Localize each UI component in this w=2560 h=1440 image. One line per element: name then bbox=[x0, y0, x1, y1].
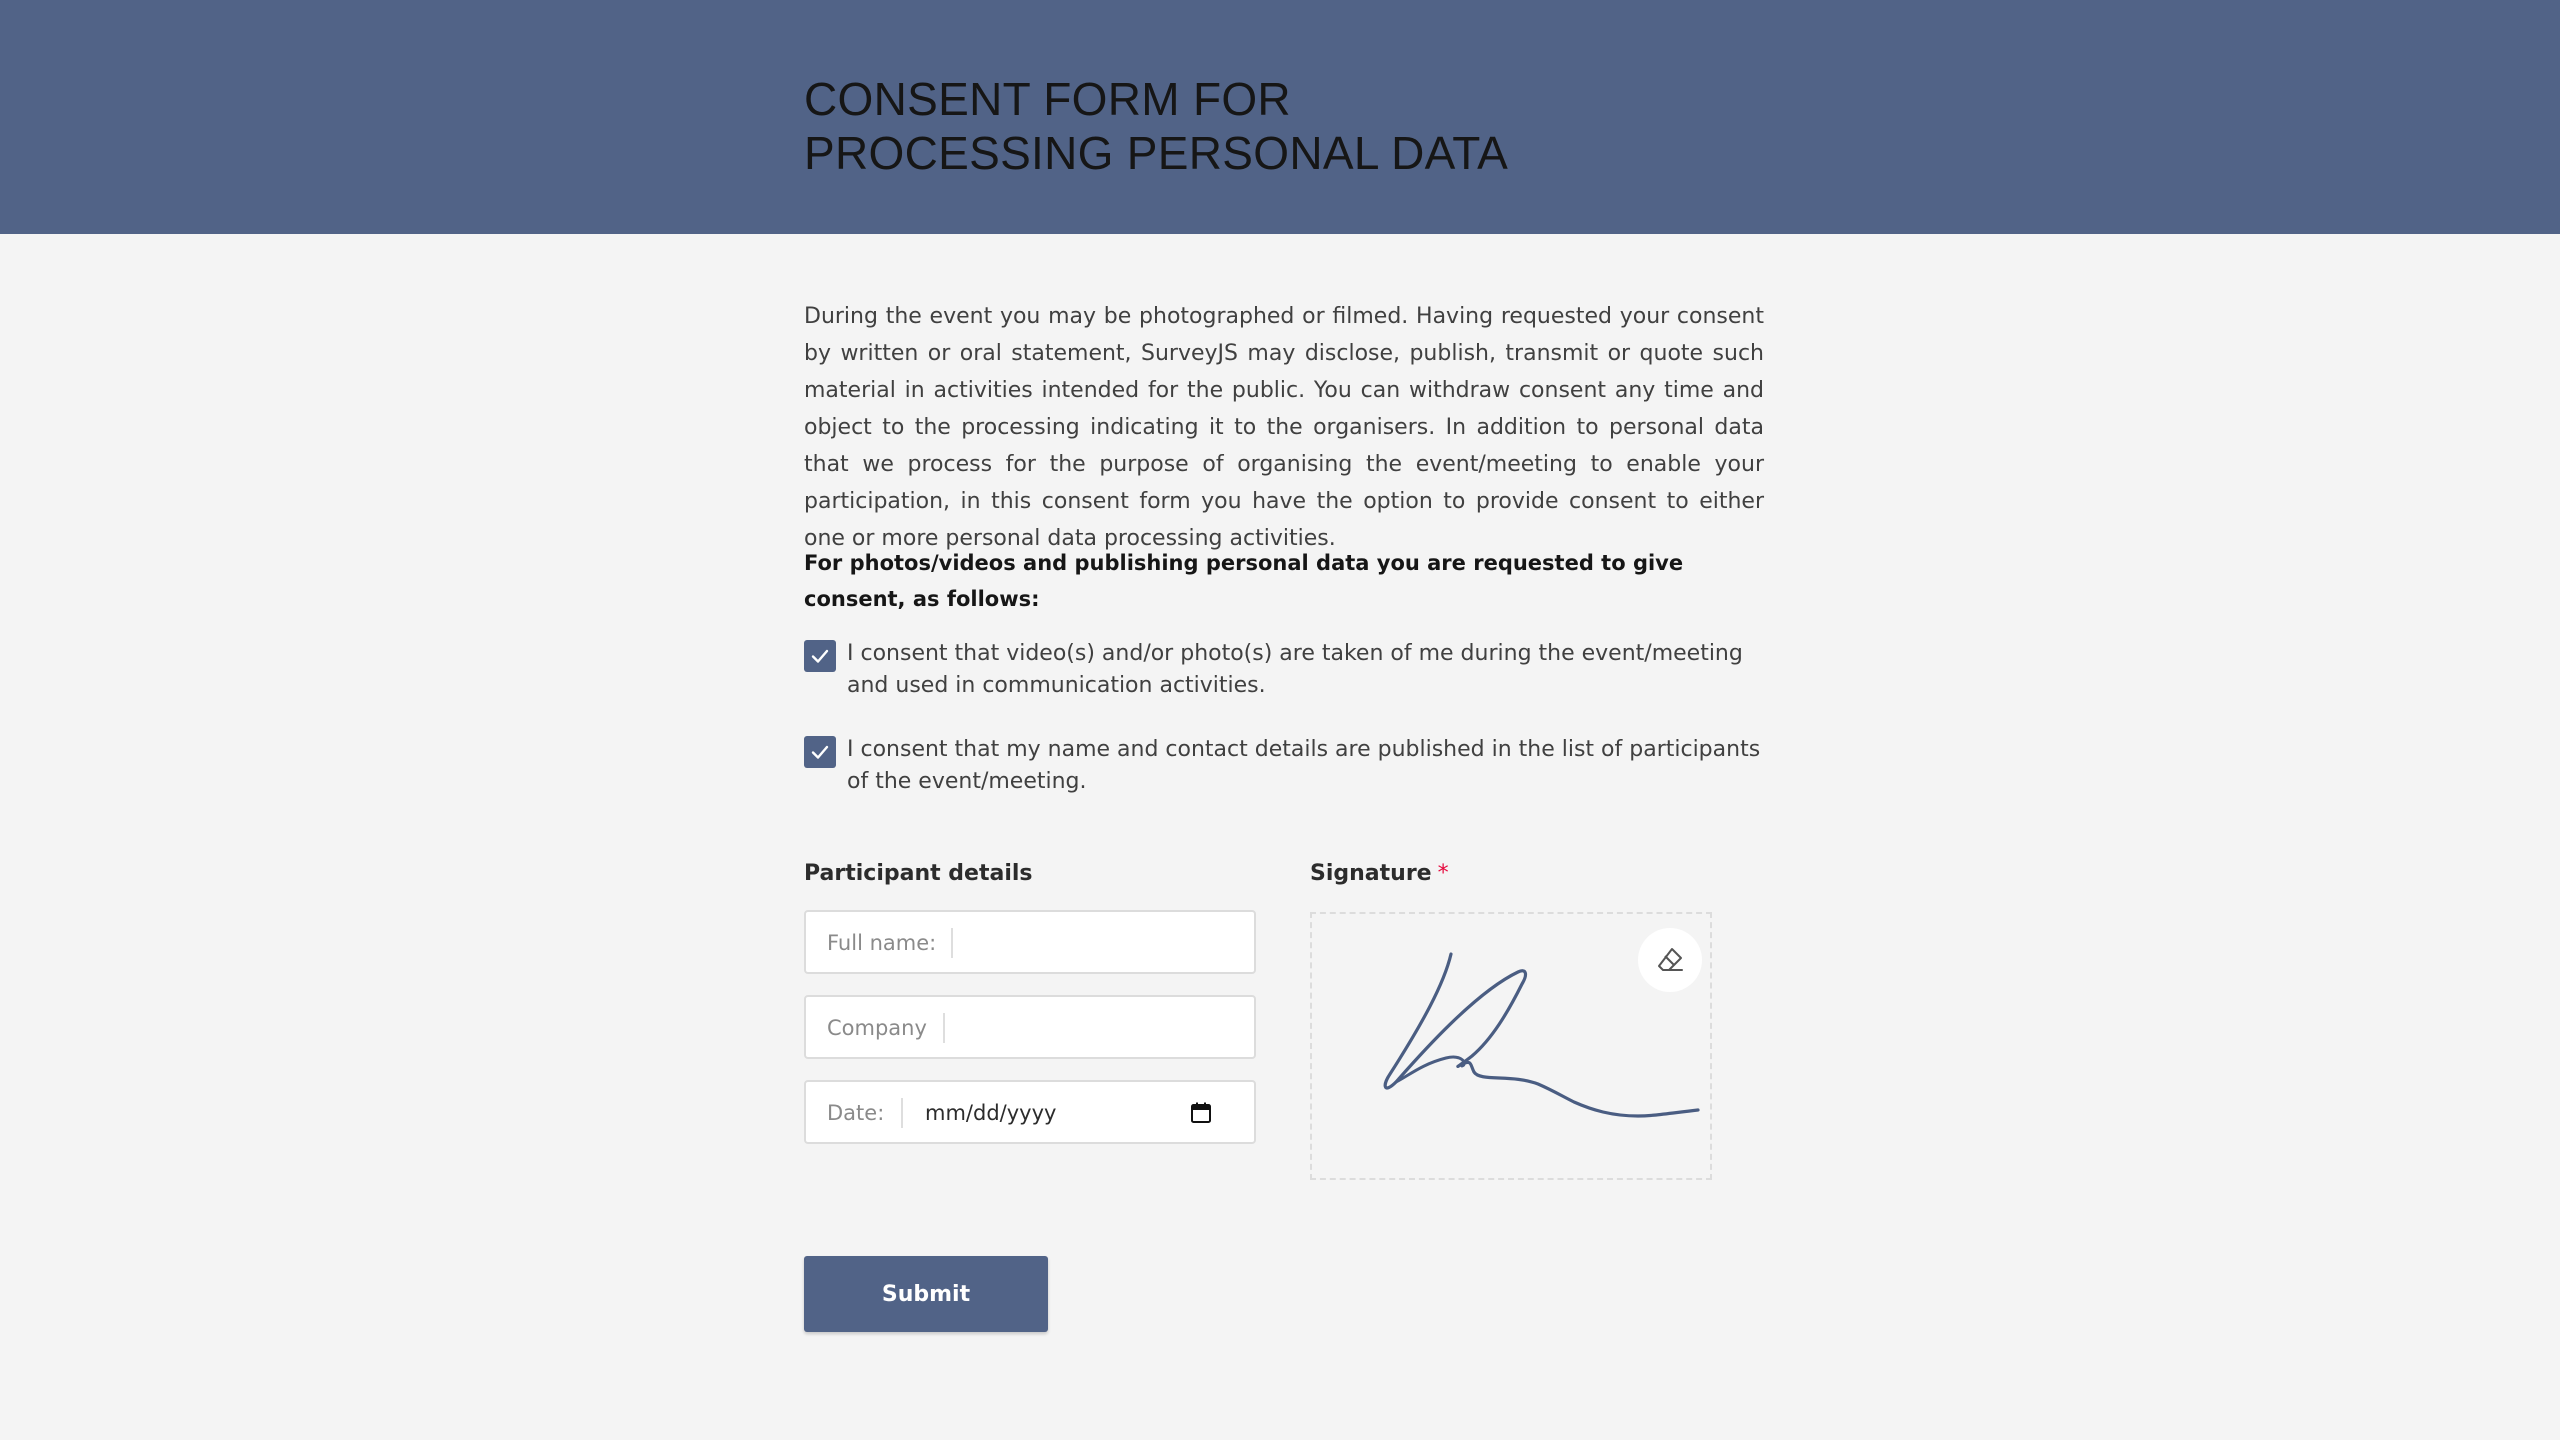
signature-title bbox=[1310, 858, 1449, 890]
signature-title-label: Signature bbox=[1310, 861, 1432, 886]
page-header bbox=[0, 0, 2560, 234]
date-field[interactable] bbox=[804, 1080, 1256, 1144]
consent-subheading: For photos/videos and publishing personal data you are requested to give consent, as follows: bbox=[804, 551, 1684, 611]
eraser-icon bbox=[1654, 944, 1686, 976]
consent-checkbox-publish[interactable] bbox=[804, 736, 836, 768]
date-input[interactable]: mm/dd/yyyy bbox=[925, 1101, 1057, 1125]
page-title bbox=[804, 72, 1508, 180]
full-name-label: Full name: bbox=[827, 931, 937, 955]
company-label: Company bbox=[827, 1016, 927, 1040]
checkmark-icon bbox=[808, 740, 832, 764]
field-divider bbox=[901, 1098, 903, 1128]
page-title-line-2: PROCESSING PERSONAL DATA bbox=[804, 127, 1509, 179]
field-divider bbox=[943, 1013, 945, 1043]
field-divider bbox=[951, 928, 953, 958]
submit-button[interactable]: Submit bbox=[804, 1256, 1048, 1332]
required-mark: * bbox=[1437, 861, 1449, 886]
consent-description: During the event you may be photographed or filmed. Having requested your consent by written or oral statement, SurveyJS may disclose, publish, transmit or quote such material in activities intended for the public. You can withdraw consent any time and object to the processing indicating it to the organisers. In addition to personal data that we process for the purpose of organising the event/meeting to enable your participation, in this consent form you have the option to provide consent to either one or more personal data processing activities. bbox=[804, 304, 1764, 551]
calendar-icon[interactable] bbox=[1190, 1102, 1212, 1124]
clear-signature-button[interactable] bbox=[1638, 928, 1702, 992]
participant-details-title: Participant details bbox=[804, 861, 1033, 886]
checkmark-icon bbox=[808, 644, 832, 668]
page-title-line-1: CONSENT FORM FOR bbox=[804, 73, 1291, 125]
consent-checkbox-photos[interactable] bbox=[804, 640, 836, 672]
consent-label-publish[interactable]: I consent that my name and contact details are published in the list of participants of the event/meeting. bbox=[847, 737, 1761, 794]
consent-label-photos[interactable]: I consent that video(s) and/or photo(s) are taken of me during the event/meeting and used in communication activities. bbox=[847, 641, 1743, 698]
company-field[interactable] bbox=[804, 995, 1256, 1059]
signature-pad[interactable] bbox=[1310, 912, 1712, 1180]
full-name-field[interactable] bbox=[804, 910, 1256, 974]
date-label: Date: bbox=[827, 1101, 885, 1125]
